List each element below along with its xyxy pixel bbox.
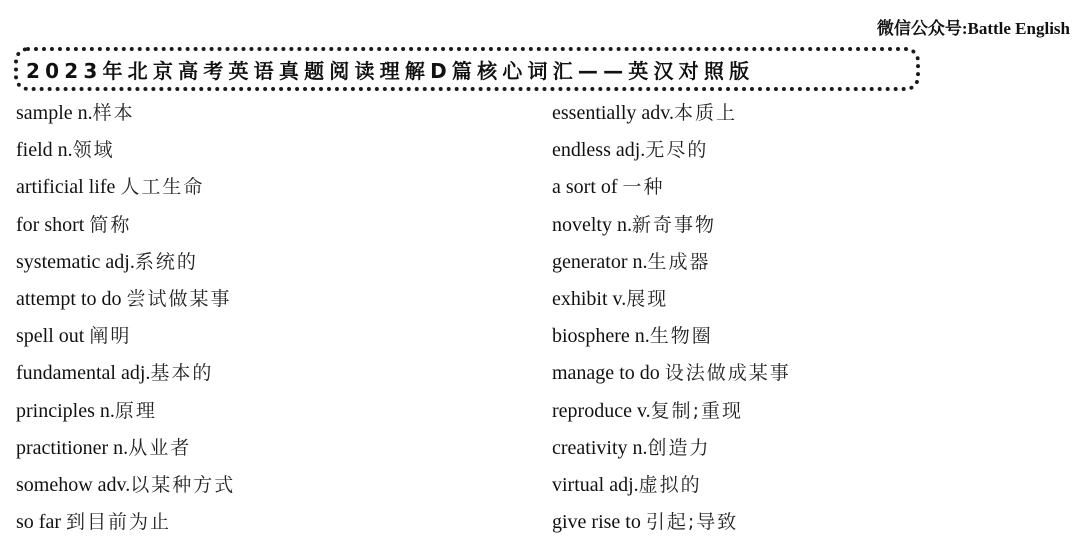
vocab-chinese: 虚拟的: [638, 473, 702, 496]
vocab-english: principles n.: [16, 399, 115, 422]
vocab-english: practitioner n.: [16, 436, 129, 459]
vocab-english: endless adj.: [552, 139, 646, 162]
vocab-chinese: 引起;导致: [645, 511, 739, 534]
vocab-entry: [552, 507, 791, 544]
vocab-chinese: 以某种方式: [130, 473, 236, 496]
vocab-entry: [552, 358, 791, 395]
vocab-chinese: 到目前为止: [65, 511, 171, 534]
vocab-entry: [16, 210, 235, 247]
vocab-entry: [552, 433, 791, 470]
vocab-chinese: 生物圈: [649, 325, 713, 348]
vocab-english: fundamental adj.: [16, 362, 151, 385]
vocab-chinese: 一种: [622, 176, 665, 199]
vocab-entry: [552, 98, 791, 135]
vocab-english: spell out: [16, 325, 90, 348]
vocab-entry: [552, 321, 791, 358]
vocab-list-right: [552, 98, 791, 544]
vocab-entry: [16, 321, 235, 358]
vocab-entry: [16, 433, 235, 470]
vocab-chinese: 系统的: [134, 250, 198, 273]
vocab-entry: [16, 396, 235, 433]
vocab-chinese: 领域: [72, 139, 115, 162]
vocab-entry: [16, 247, 235, 284]
title-banner: [14, 47, 920, 91]
vocab-english: novelty n.: [552, 213, 632, 236]
vocab-chinese: 原理: [114, 399, 157, 422]
vocab-entry: [552, 172, 791, 209]
vocab-entry: [16, 284, 235, 321]
vocab-english: systematic adj.: [16, 250, 135, 273]
vocab-chinese: 样本: [92, 102, 135, 124]
vocab-chinese: 创造力: [647, 436, 711, 459]
vocab-chinese: 人工生命: [120, 176, 205, 199]
vocab-entry: [552, 470, 791, 507]
vocab-chinese: 设法做成某事: [664, 362, 791, 385]
vocab-entry: [16, 507, 235, 544]
vocab-chinese: 无尽的: [645, 139, 709, 162]
vocab-chinese: 新奇事物: [632, 213, 717, 236]
vocab-entry: [552, 284, 791, 321]
vocab-chinese: 本质上: [674, 102, 738, 124]
vocab-english: biosphere n.: [552, 325, 650, 348]
vocab-list-left: [16, 98, 235, 544]
vocab-entry: [552, 396, 791, 433]
vocab-entry: [16, 135, 235, 172]
vocab-english: exhibit v.: [552, 287, 627, 310]
vocab-chinese: 展现: [626, 287, 669, 310]
vocab-english: a sort of: [552, 176, 623, 199]
vocab-chinese: 基本的: [150, 362, 214, 385]
vocab-english: artificial life: [16, 176, 121, 199]
vocab-english: sample n.: [16, 102, 93, 124]
vocab-entry: [16, 470, 235, 507]
vocab-english: attempt to do: [16, 287, 127, 310]
vocab-english: reproduce v.: [552, 399, 651, 422]
vocab-english: generator n.: [552, 250, 648, 273]
wechat-account-label: 微信公众号:Battle English: [876, 19, 1070, 38]
vocab-chinese: 复制;重现: [650, 399, 744, 422]
vocab-entry: [552, 135, 791, 172]
vocab-english: field n.: [16, 139, 73, 162]
vocab-english: virtual adj.: [552, 473, 639, 496]
vocab-entry: [552, 247, 791, 284]
vocab-english: creativity n.: [552, 436, 648, 459]
vocab-chinese: 从业者: [128, 436, 192, 459]
vocab-english: manage to do: [552, 362, 665, 385]
vocab-entry: [16, 98, 235, 135]
vocab-chinese: 阐明: [89, 325, 132, 348]
page-title: 2023年北京高考英语真题阅读理解D篇核心词汇——英汉对照版: [26, 58, 755, 83]
vocab-english: so far: [16, 511, 66, 534]
vocab-entry: [16, 172, 235, 209]
vocab-entry: [552, 210, 791, 247]
vocab-english: essentially adv.: [552, 102, 675, 124]
vocab-chinese: 简称: [89, 213, 132, 236]
vocab-entry: [16, 358, 235, 395]
vocab-chinese: 生成器: [647, 250, 711, 273]
vocab-english: for short: [16, 213, 90, 236]
vocab-chinese: 尝试做某事: [126, 287, 232, 310]
vocab-english: somehow adv.: [16, 473, 131, 496]
vocab-english: give rise to: [552, 511, 646, 534]
